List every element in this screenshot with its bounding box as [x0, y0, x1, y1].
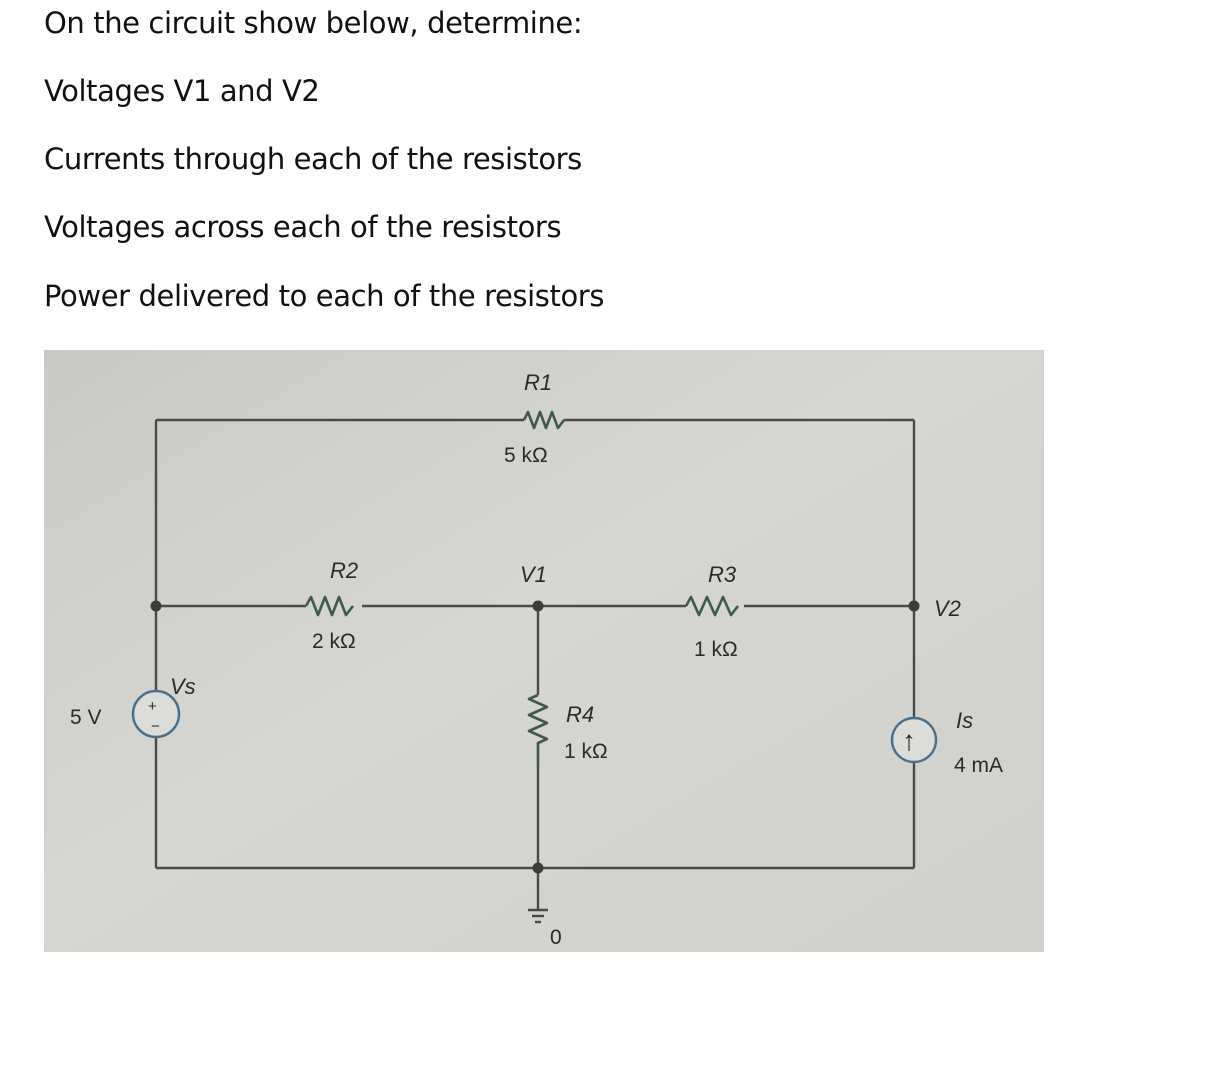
question-item-currents: Currents through each of the resistors: [44, 142, 582, 176]
node-left: [151, 601, 162, 612]
ground-label: 0: [550, 926, 562, 949]
r1-name: R1: [524, 370, 553, 395]
node-v2: [909, 601, 920, 612]
r4-value: 1 kΩ: [564, 740, 608, 763]
r2-name: R2: [330, 558, 359, 583]
question-item-voltages-v1-v2: Voltages V1 and V2: [44, 74, 320, 108]
is-label: Is: [956, 708, 974, 733]
vs-value: 5 V: [70, 706, 102, 729]
r4-name: R4: [566, 702, 595, 727]
r2-value: 2 kΩ: [312, 630, 356, 653]
voltage-source-minus: −: [151, 718, 160, 735]
v1-label: V1: [520, 562, 547, 587]
question-item-power: Power delivered to each of the resistors: [44, 279, 605, 313]
r1-value: 5 kΩ: [504, 444, 548, 467]
voltage-source-plus: +: [148, 698, 157, 715]
question-item-voltages-across: Voltages across each of the resistors: [44, 210, 562, 244]
current-source-arrow: ↑: [902, 725, 916, 756]
node-bottom: [533, 863, 544, 874]
r3-value: 1 kΩ: [694, 638, 738, 661]
r3-name: R3: [708, 562, 737, 587]
is-value: 4 mA: [954, 754, 1004, 777]
question-intro: On the circuit show below, determine:: [44, 6, 583, 40]
circuit-diagram: [44, 350, 1044, 952]
v2-label: V2: [934, 596, 961, 621]
paper-background: [44, 350, 1044, 952]
vs-label: Vs: [170, 674, 196, 699]
node-v1: [533, 601, 544, 612]
